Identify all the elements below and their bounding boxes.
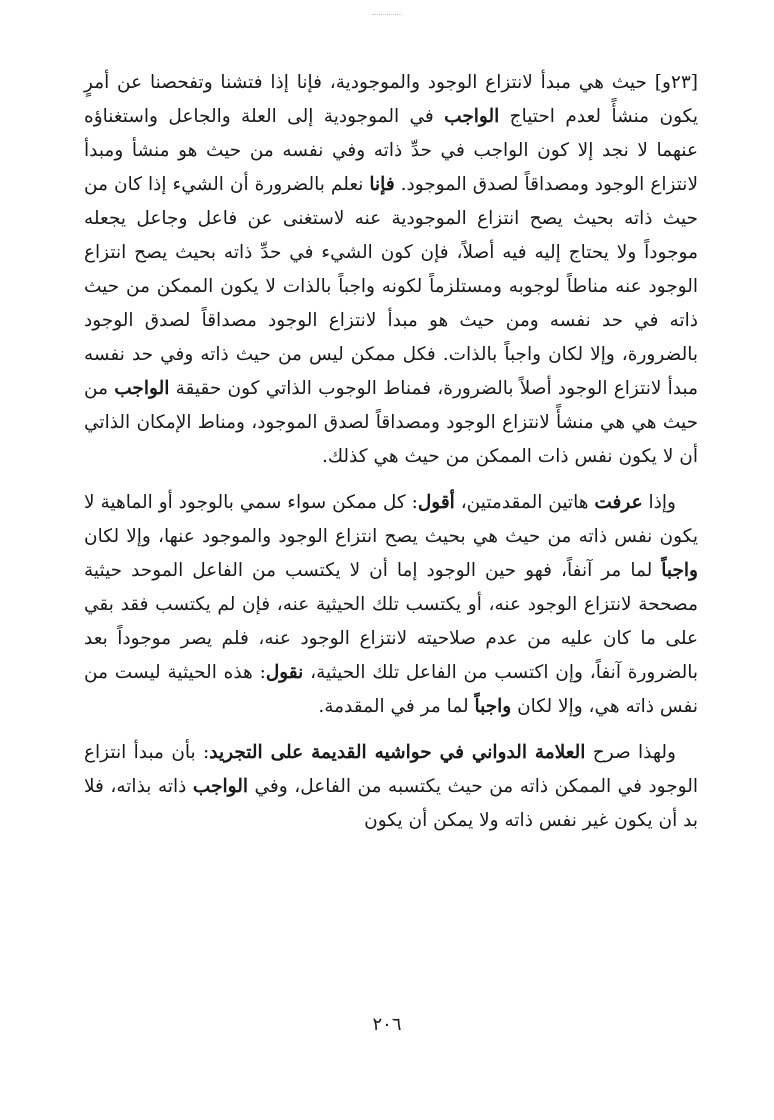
page-number: ٢٠٦ <box>372 1014 402 1035</box>
text-run: لما مر آنفاً، فهو حين الوجود إما أن لا يكتسب من الفاعل الموحد حيثية مصححة لانتزاع الوجود عنه، أو يكتسب تلك الحيثية عنه، فإن لم يكتسب فقد بقي على ما كان عليه من عدم صلاحيته لانتزاع الوجود عنه، فلم يصر موجوداً بعد بالضرورة آنفاً، وإن اكتسب من الفاعل تلك الحيثية، <box>84 560 698 683</box>
paragraph-2 <box>84 486 698 724</box>
bold-term: أقول <box>417 492 455 513</box>
bold-term: واجباً <box>661 560 698 581</box>
text-run: من حيث هي هي منشأً لانتزاع الوجود ومصداقاً لصدق الموجود، ومناط الإمكان الذاتي أن لا يكون نفس ذات الممكن من حيث هي كذلك. <box>84 378 698 467</box>
text-run: هاتين المقدمتين، <box>454 492 595 513</box>
text-run: ولهذا صرح <box>585 742 676 763</box>
paragraph-3 <box>84 736 698 838</box>
text-run: : هذه الحيثية ليست من نفس ذاته هي، وإلا لكان <box>84 662 698 717</box>
bold-term: واجباً <box>474 696 512 717</box>
bold-term: نقول <box>265 662 304 683</box>
paragraph-1 <box>84 66 698 474</box>
bold-term: فإنا <box>369 174 395 195</box>
bold-term: عرفت <box>594 492 643 513</box>
text-run: وإذا <box>642 492 676 513</box>
bold-term: الواجب <box>114 378 170 399</box>
text-run: لما مر في المقدمة. <box>318 696 475 717</box>
text-run: في الموجودية إلى العلة والجاعل واستغناؤه عنهما لا نجد إلا كون الواجب في حدِّ ذاته وفي نفسه من حيث هو منشأ ومبدأ لانتزاع الوجود ومصداقاً لصدق الموجود. <box>84 106 698 195</box>
bold-term: الواجب <box>444 106 500 127</box>
text-run: : كل ممكن سواء سمي بالوجود أو الماهية لا يكون نفس ذاته من حيث هي بحيث يصح انتزاع الوجود والموجود عنها، وإلا لكان <box>84 492 698 547</box>
text-run: ذاته بذاته، فلا بد أن يكون غير نفس ذاته ولا يمكن أن يكون <box>84 776 698 831</box>
scan-artifact <box>372 14 402 17</box>
text-run: نعلم بالضرورة أن الشيء إذا كان من حيث ذاته بحيث يصح انتزاع الموجودية عنه لاستغنى عن فاعل وجاعل يجعله موجوداً ولا يحتاج إليه فيه أصلاً، فإن كون الشيء في حدِّ ذاته بحيث يصح انتزاع الوجود عنه مناطاً لوجوبه ومستلزماً لكونه واجباً بالذات لا يكون الممكن من حيث ذاته في حد نفسه ومن حيث هو مبدأ لانتزاع الوجود مصداقاً لصدق الوجود بالضرورة، وإلا لكان واجباً بالذات. فكل ممكن ليس من حيث ذاته وفي حد نفسه مبدأ لانتزاع الوجود أصلاً بالضرورة، فمناط الوجوب الذاتي كون حقيقة <box>84 174 699 399</box>
bold-term: الواجب <box>192 776 248 797</box>
bold-term: العلامة الدواني في حواشيه القديمة على التجريد <box>209 742 586 763</box>
text-run: : بأن مبدأ انتزاع الوجود في الممكن ذاته من حيث يكتسبه من الفاعل، وفي <box>84 742 698 797</box>
text-run: [٢٣و] حيث هي مبدأ لانتزاع الوجود والموجودية، فإنا إذا فتشنا وتفحصنا عن أمرٍ يكون منشأً لعدم احتياج <box>84 72 698 127</box>
body-text <box>84 66 698 850</box>
